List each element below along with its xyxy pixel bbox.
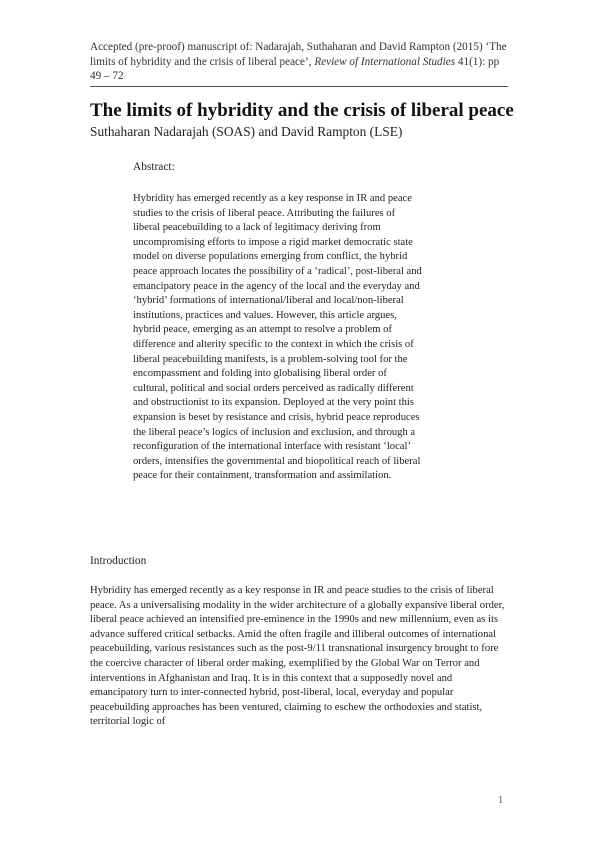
citation-prefix: Accepted (pre-proof) manuscript of: Nadarajah, Suthaharan and David Rampton (2015) ‘The limits of hybridity and the crisis of liberal peace’, [90, 41, 507, 68]
page-number: 1 [498, 795, 504, 806]
citation-suffix: 41(1): pp 49 – 72 [90, 55, 500, 82]
paper-title: The limits of hybridity and the crisis of liberal peace [90, 100, 514, 121]
introduction-heading: Introduction [90, 555, 147, 567]
introduction-text: Hybridity has emerged recently as a key response in IR and peace studies to the crisis of liberal peace. As a universalising modality in the wider architecture of a globally expansive liberal order, liberal peace achieved an intensified pre-eminence in the 1990s and new millennium, even as its advance suffered critical setbacks. Amid the often fragile and illiberal outcomes of international peacebuilding, various resistances such as the post-9/11 transnational insurgency brought to fore the coercive character of liberal order making, exemplified by the Global War on Terror and interventions in Afghanistan and Iraq. It is in this context that a supposedly novel and emancipatory turn to inter-connected hybrid, post-liberal, local, everyday and popular peacebuilding approaches has been ventured, claiming to eschew the orthodoxies and statist, territorial logic of [90, 585, 505, 728]
paper-authors: Suthaharan Nadarajah (SOAS) and David Rampton (LSE) [90, 124, 403, 139]
manuscript-citation-note [90, 40, 510, 84]
journal-name: Review of International Studies [314, 55, 456, 68]
abstract-text: Hybridity has emerged recently as a key response in IR and peace studies to the crisis of liberal peace. Attributing the failures of liberal peacebuilding to a lack of legitimacy deriving from uncompromising efforts to impose a rigid market democratic state model on diverse populations emerging from conflict, the hybrid peace approach locates the possibility of a ‘radical’, post-liberal and emancipatory peace in the agency of the local and the everyday and ‘hybrid’ formations of international/liberal and local/non-liberal institutions, practices and values. However, this article argues, hybrid peace, emerging as an attempt to resolve a problem of difference and alterity specific to the context in which the crisis of liberal peacebuilding manifests, is a problem-solving tool for the encompassment and folding into globalising liberal order of cultural, political and social orders perceived as radically different and obstructionist to its expansion. Deployed at the very point this expansion is beset by resistance and crisis, hybrid peace reproduces the liberal peace’s logics of inclusion and exclusion, and through a reconfiguration of the international interface with resistant ‘local’ orders, intensifies the governmental and biopolitical reach of liberal peace for their containment, transformation and assimilation. [133, 193, 422, 482]
abstract-heading: Abstract: [133, 161, 175, 173]
header-divider [90, 86, 508, 87]
